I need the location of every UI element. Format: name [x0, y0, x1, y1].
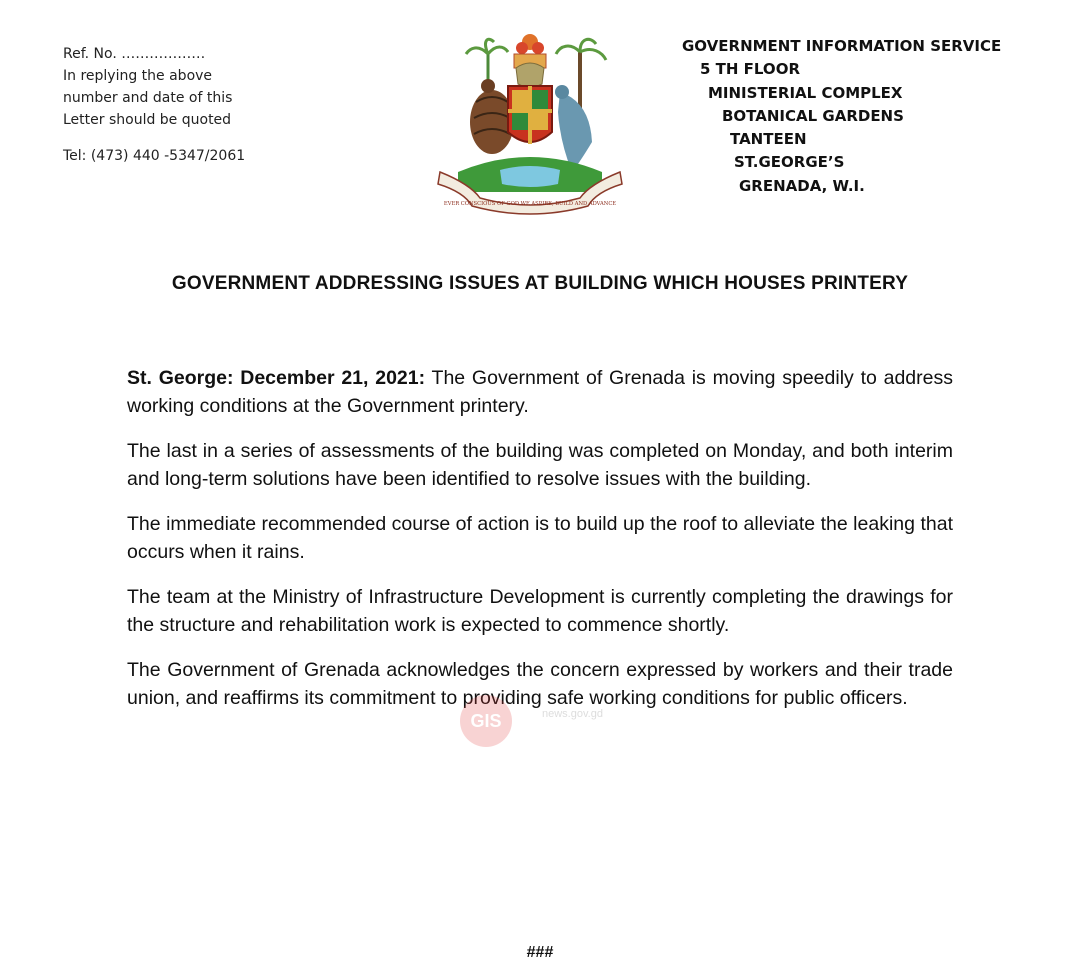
reply-instruction-line-1: In replying the above	[63, 68, 213, 84]
address-city: ST.GEORGE’S	[734, 153, 845, 172]
gis-watermark-icon	[458, 693, 618, 753]
address-country: GRENADA, W.I.	[739, 176, 865, 195]
address-block	[640, 35, 1060, 198]
press-release-headline: GOVERNMENT ADDRESSING ISSUES AT BUILDING WHICH HOUSES PRINTERY	[171, 273, 909, 294]
end-of-release-mark: ###	[526, 944, 554, 961]
paragraph-1	[127, 364, 953, 420]
crest-motto: EVER CONSCIOUS OF GOD WE ASPIRE, BUILD AND ADVANCE	[443, 201, 617, 207]
reply-instruction-line-3: Letter should be quoted	[63, 112, 232, 128]
reply-instruction-line-2: number and date of this	[63, 90, 233, 106]
address-floor: 5 TH FLOOR	[700, 60, 800, 79]
dateline: St. George: December 21, 2021:	[127, 367, 426, 389]
watermark-logo-text: GIS	[470, 711, 502, 731]
paragraph-4: The team at the Ministry of Infrastructure Development is currently completing the drawings for the structure and rehabilitation work is expected to commence shortly.	[127, 586, 953, 636]
telephone-line: Tel: (473) 440 -5347/2061	[63, 148, 246, 164]
address-locality: TANTEEN	[730, 130, 807, 149]
ref-no-line: Ref. No. ………………	[63, 46, 206, 62]
paragraph-2: The last in a series of assessments of the building was completed on Monday, and both interim and long-term solutions have been identified to resolve issues with the building.	[127, 440, 953, 490]
paragraph-3: The immediate recommended course of action is to build up the roof to alleviate the leaking that occurs when it rains.	[127, 513, 953, 563]
address-complex: MINISTERIAL COMPLEX	[708, 83, 903, 102]
reference-block	[63, 43, 245, 167]
press-release-body	[127, 364, 953, 729]
agency-name: GOVERNMENT INFORMATION SERVICE	[682, 37, 1002, 55]
paragraph-5: The Government of Grenada acknowledges the concern expressed by workers and their trade union, and reaffirms its commitment to providing safe working conditions for public officers.	[127, 659, 953, 709]
watermark-site-text: news.gov.gd	[542, 708, 603, 720]
address-gardens: BOTANICAL GARDENS	[722, 106, 904, 125]
paragraph-1-text: The Government of Grenada is moving speedily to address working conditions at the Government printery.	[127, 367, 953, 417]
grenada-coat-of-arms-icon	[430, 22, 630, 220]
